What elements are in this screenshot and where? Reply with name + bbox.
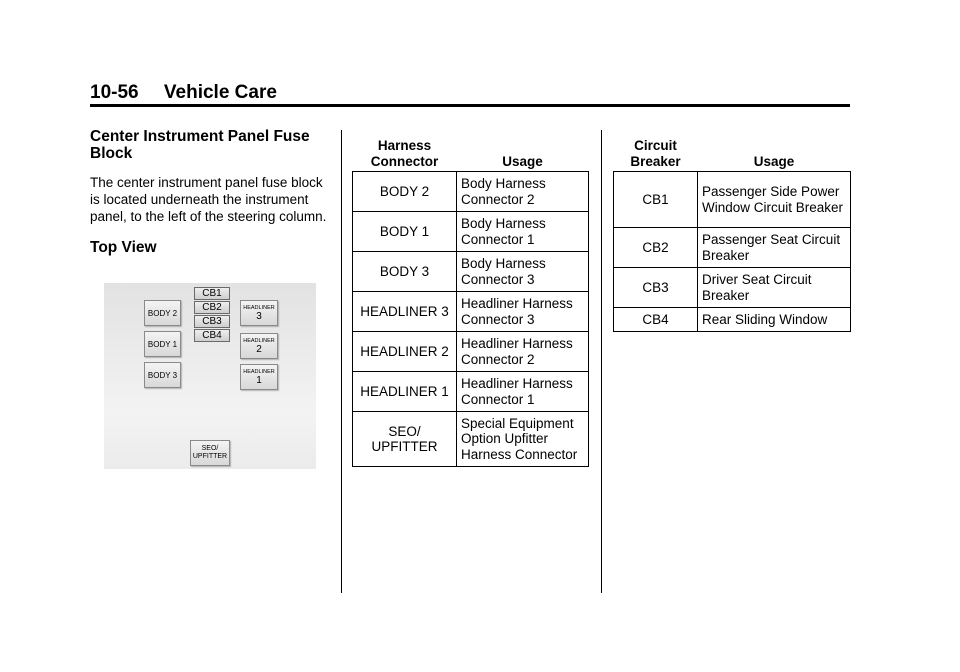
- table-row: [614, 172, 851, 228]
- table-row: [614, 228, 851, 268]
- intro-column: [90, 128, 330, 257]
- breaker-cb2: CB2: [194, 301, 230, 314]
- seo-line1: SEO/: [201, 445, 219, 452]
- breaker-usage: Driver Seat Circuit Breaker: [698, 268, 851, 308]
- connector-body2: BODY 2: [144, 300, 181, 326]
- section-heading: Center Instrument Panel Fuse Block: [90, 128, 310, 162]
- table-header-row: [614, 131, 851, 172]
- page-number: 10-56: [90, 82, 139, 103]
- header-usage: Usage: [457, 131, 589, 172]
- breaker-usage: Passenger Side Power Window Circuit Breaker: [698, 172, 851, 228]
- breaker-code: CB3: [614, 268, 698, 308]
- page-header: [90, 82, 277, 104]
- connector-usage: Headliner Harness Connector 1: [457, 372, 589, 412]
- breaker-code: CB1: [614, 172, 698, 228]
- fuse-block-diagram: [104, 283, 316, 469]
- headliner1-word: HEADLINER: [243, 368, 275, 375]
- connector-body1: BODY 1: [144, 331, 181, 357]
- breaker-cb1: CB1: [194, 287, 230, 300]
- column-divider-2: [601, 130, 602, 593]
- headliner1-number: 1: [256, 374, 262, 386]
- table-header-row: [353, 131, 589, 172]
- circuit-breaker-table: [613, 131, 851, 332]
- headliner3-word: HEADLINER: [243, 304, 275, 311]
- table-row: [353, 412, 589, 467]
- table-row: [353, 172, 589, 212]
- header-rule: [90, 104, 850, 107]
- connector-code: BODY 3: [353, 252, 457, 292]
- breaker-cb3: CB3: [194, 315, 230, 328]
- table-row: [353, 372, 589, 412]
- description-text: The center instrument panel fuse block is located underneath the instrument panel, to the left of the steering column.: [90, 175, 327, 224]
- table-row: [353, 212, 589, 252]
- connector-code: HEADLINER 2: [353, 332, 457, 372]
- connector-usage: Body Harness Connector 3: [457, 252, 589, 292]
- headliner2-word: HEADLINER: [243, 337, 275, 344]
- headliner3-number: 3: [256, 310, 262, 322]
- connector-code: HEADLINER 1: [353, 372, 457, 412]
- header-usage: Usage: [698, 131, 851, 172]
- breaker-usage: Rear Sliding Window: [698, 308, 851, 332]
- connector-code: BODY 2: [353, 172, 457, 212]
- connector-usage: Headliner Harness Connector 2: [457, 332, 589, 372]
- breaker-code: CB2: [614, 228, 698, 268]
- connector-usage: Headliner Harness Connector 3: [457, 292, 589, 332]
- column-divider-1: [341, 130, 342, 593]
- harness-connector-table: [352, 131, 589, 467]
- breaker-usage: Passenger Seat Circuit Breaker: [698, 228, 851, 268]
- seo-line2: UPFITTER: [192, 453, 228, 460]
- table-row: [614, 308, 851, 332]
- connector-code: BODY 1: [353, 212, 457, 252]
- connector-headliner2: [240, 333, 278, 359]
- table-row: [353, 332, 589, 372]
- connector-usage: Body Harness Connector 2: [457, 172, 589, 212]
- connector-seo-upfitter: [190, 440, 230, 466]
- header-circuit-breaker: Circuit Breaker: [614, 131, 698, 172]
- connector-body3: BODY 3: [144, 362, 181, 388]
- breaker-cb4: CB4: [194, 329, 230, 342]
- breaker-code: CB4: [614, 308, 698, 332]
- connector-headliner1: [240, 364, 278, 390]
- top-view-heading: Top View: [90, 239, 157, 256]
- connector-code: HEADLINER 3: [353, 292, 457, 332]
- connector-usage: Body Harness Connector 1: [457, 212, 589, 252]
- table-row: [614, 268, 851, 308]
- table-row: [353, 292, 589, 332]
- table-row: [353, 252, 589, 292]
- headliner2-number: 2: [256, 343, 262, 355]
- connector-code: SEO/ UPFITTER: [353, 412, 457, 467]
- section-title: Vehicle Care: [163, 82, 277, 103]
- connector-usage: Special Equipment Option Upfitter Harness Connector: [457, 412, 589, 467]
- header-harness-connector: Harness Connector: [353, 131, 457, 172]
- connector-headliner3: [240, 300, 278, 326]
